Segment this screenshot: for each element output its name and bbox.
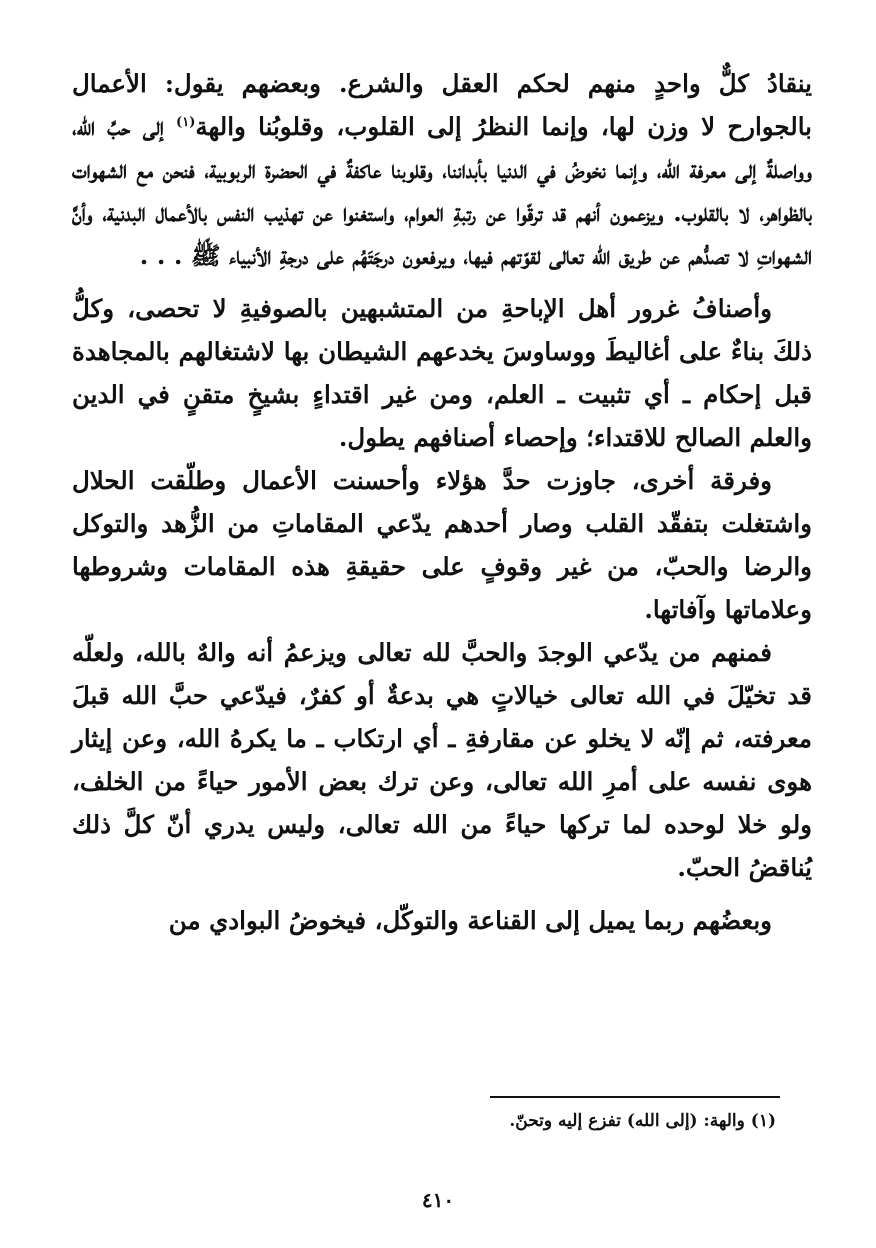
line: وليس يدري أنّ كلَّ ذلك يُناقضُ الحبّ. <box>72 810 812 882</box>
line: الله، وعن إيثار هوى نفسه على أمرِ الله تعالى، وعن ترك بعض الأمور <box>72 724 812 796</box>
line: وأصنافُ غرور أهل الإباحةِ من المتشبهين بالصوفيةِ لا تحصى، <box>127 294 773 323</box>
line: في الدين والعلم الصالح للاقتداء؛ وإحصاء أصنافهم يطول. <box>72 380 812 452</box>
paragraph-3 <box>72 459 812 631</box>
footnote: (١) والهة: (إلى الله) تفزع إليه وتحنّ. <box>509 1111 776 1131</box>
page-body <box>72 62 812 942</box>
line: الله تعالى لقوّتهم فيها، ويرفعون درجَتَهُم على درجةِ الأنبياء ﷺ . . . <box>139 241 611 270</box>
line: المقامات وشروطها وعلاماتها وآفاتها. <box>72 552 812 624</box>
line: وكلُّ ذلكَ بناءٌ على أغاليطَ ووساوسَ يخدعهم الشيطان بها لاشتغالهم <box>72 294 813 366</box>
paragraph-5 <box>72 899 812 942</box>
footnote-divider <box>490 1096 780 1098</box>
line: حبِّ الله، وواصلةٌ إلى معرفة الله، وإنما نخوضُ في الدنيا بأبداننا، <box>72 112 812 184</box>
line: وفرقة أخرى، جاوزت حدَّ هؤلاء وأحسنت الأعمال وطلّقت <box>150 466 773 495</box>
paragraph-2 <box>72 287 812 459</box>
footnote-reference[interactable]: (١) <box>176 114 196 130</box>
line: إلى <box>142 112 164 141</box>
line: بالجوارح لا وزن لها، وإنما النظرُ إلى القلوب، وقلوبُنا والهة <box>195 112 812 141</box>
line: وقلوبنا عاكفةٌ في الحضرة الربوبية، فنحن مع الشهوات بالظواهر، لا <box>72 155 813 227</box>
paragraph-4 <box>72 631 812 889</box>
line: ينقادُ كلٌّ واحدٍ منهم لحكم العقل والشرع. وبعضهم يقول: الأعمال <box>72 69 812 98</box>
line: ولعلّه قد تخيّلَ في الله تعالى خيالاتٍ هي بدعةٌ أو كفرٌ، فيدّعي حبَّ <box>72 638 812 710</box>
page-number: ٤١٠ <box>421 1188 455 1212</box>
line: الزُّهد والتوكل والرضا والحبّ، من غير وقوفٍ على حقيقةِ هذه <box>72 509 812 581</box>
paragraph-1 <box>72 62 812 277</box>
line: بالقلوب. ويزعمون أنهم قد ترقّوا عن رتبةِ العوام، واستغنوا عن <box>312 198 729 227</box>
line: وبعضُهم ربما يميل إلى القناعة والتوكّل، فيخوضُ البوادي من <box>168 906 772 935</box>
line: تهذيب النفس بالأعمال البدنية، وأنَّ الشهواتِ لا تصدُّهم عن طريق <box>72 198 812 270</box>
line: بالمجاهدة قبل إحكام ـ أي تثبيت ـ العلم، ومن غير اقتداءٍ بشيخٍ متقنٍ <box>72 337 812 409</box>
line: فمنهم من يدّعي الوجدَ والحبَّ لله تعالى ويزعمُ أنه والهٌ بالله، <box>134 638 772 667</box>
line: الحلال واشتغلت بتفقّد القلب وصار أحدهم يدّعي المقاماتِ من <box>72 466 812 538</box>
line: حياءً من الخلف، ولو خلا لوحده لما تركها حياءً من الله تعالى، <box>72 767 812 839</box>
line: الله قبلَ معرفته، ثم إنّه لا يخلو عن مقارفةِ ـ أي ارتكاب ـ ما يكرهُ <box>72 681 812 753</box>
